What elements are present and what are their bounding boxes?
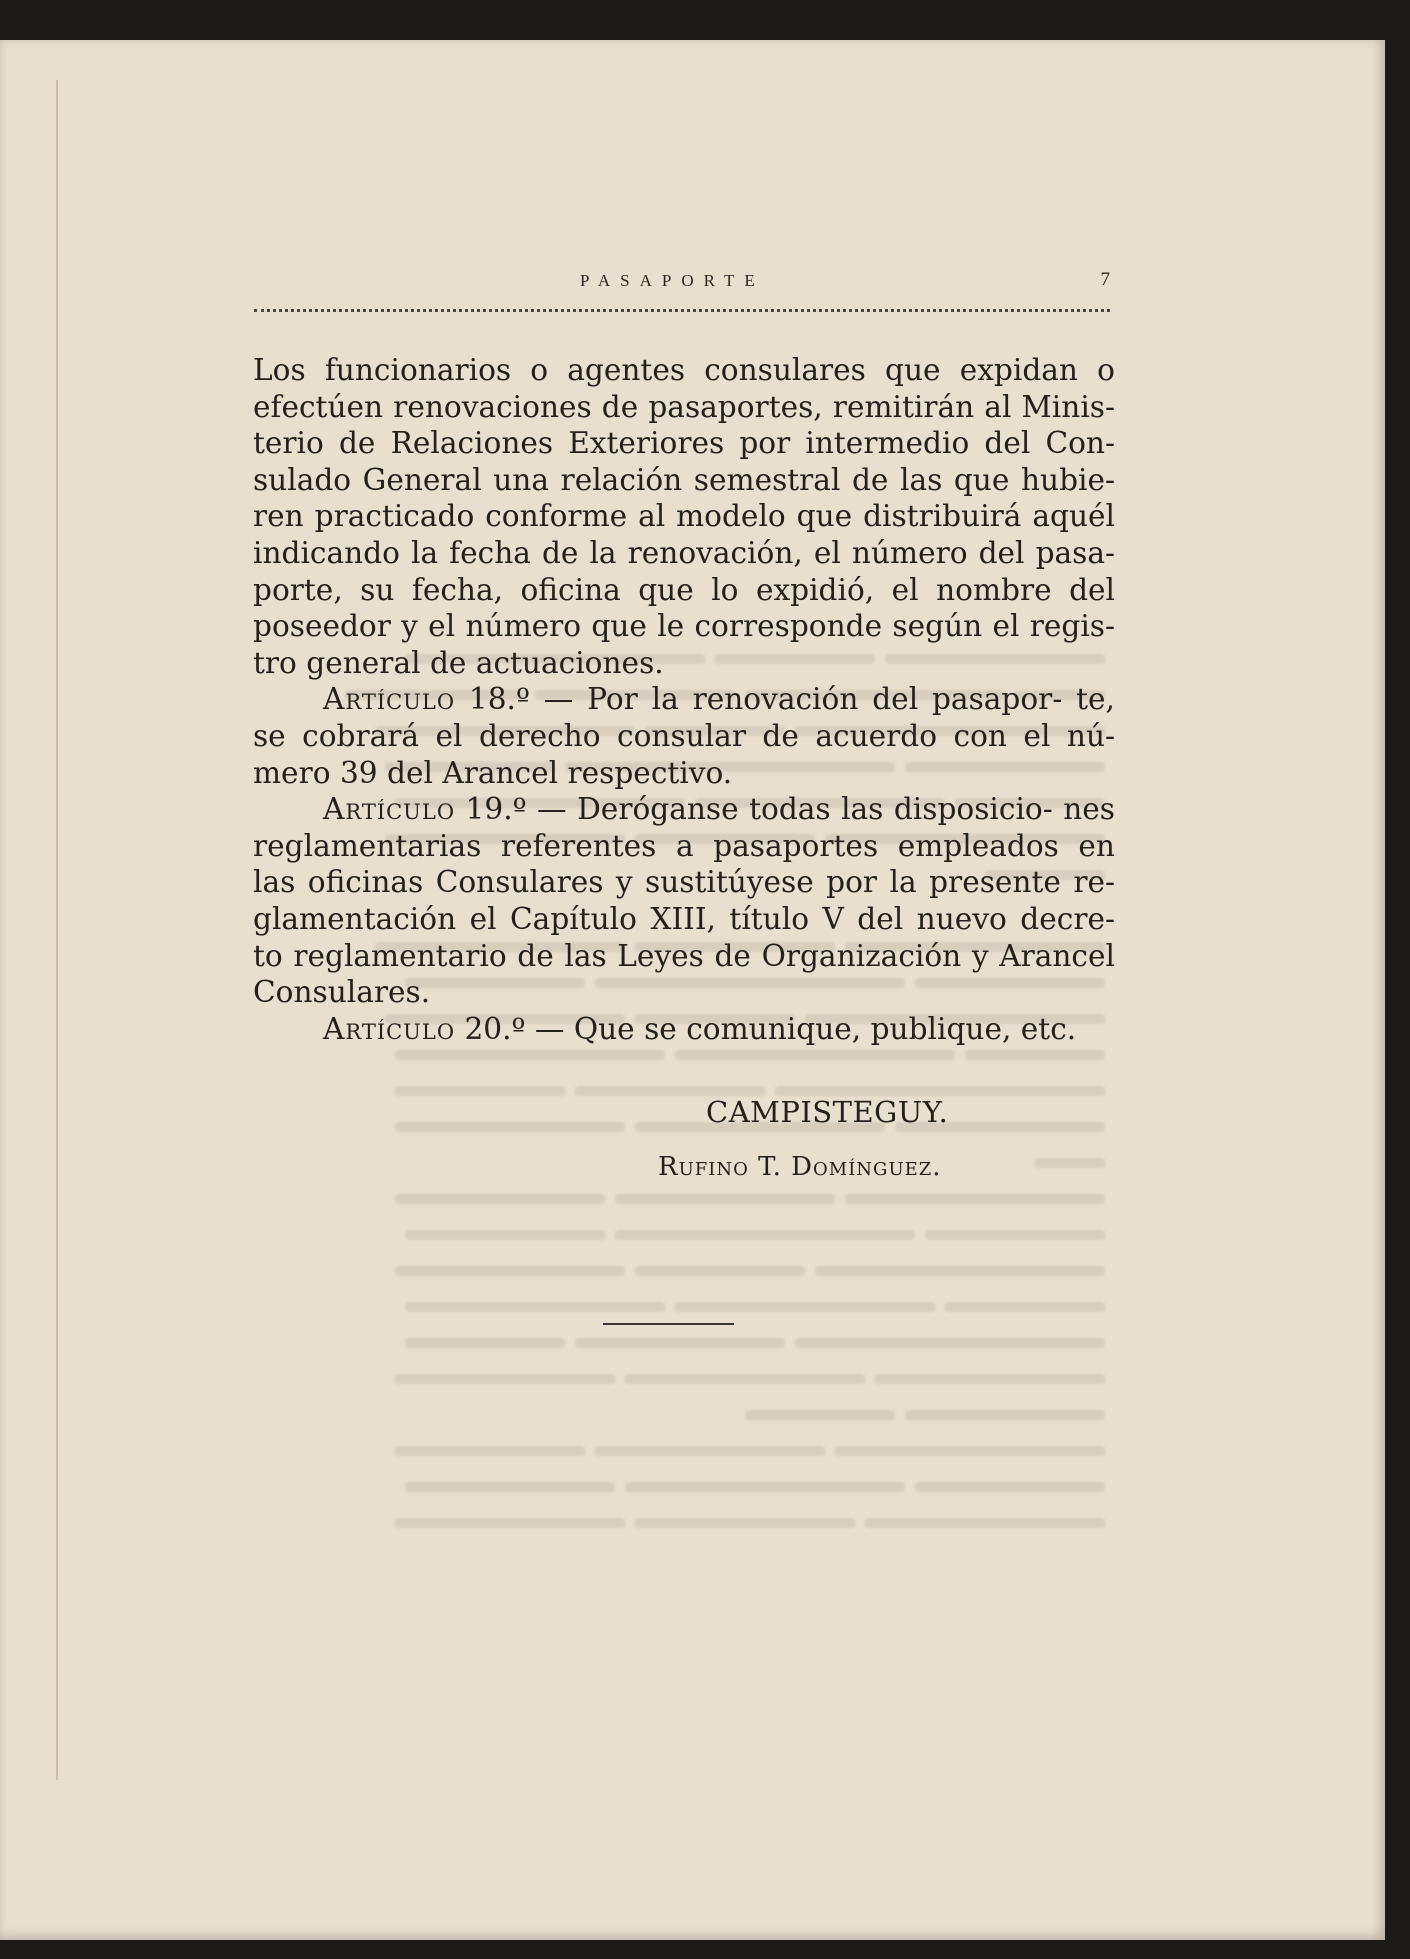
text-line: las oficinas Consulares y sustitúyese por la presente re- (253, 865, 1115, 900)
article-label: Artículo (323, 1011, 456, 1046)
text-line: te, se cobrará el derecho consular de acuerdo con el nú- (253, 682, 1115, 753)
text-line: glamentación el Capítulo XIII, título V del nuevo decre- (253, 901, 1115, 936)
text-line: porte, su fecha, oficina que lo expidió, el nombre del (253, 572, 1115, 607)
body-text (253, 352, 1115, 1047)
running-title: PASAPORTE (580, 271, 765, 290)
text-line: Los funcionarios o agentes consulares que expidan o (253, 353, 1115, 387)
article-18 (253, 681, 1115, 791)
text-line: tro general de actuaciones. (253, 645, 664, 680)
text-line: to reglamentario de las Leyes de Organización y Arancel (253, 938, 1115, 973)
running-header (254, 271, 1110, 311)
text-line: ren practicado conforme al modelo que distribuirá aquél (253, 499, 1115, 534)
text-line: mero 39 del Arancel respectivo. (253, 755, 733, 790)
article-number: 18.º (468, 682, 530, 717)
text-line: nes reglamentarias referentes a pasaportes empleados en (253, 792, 1115, 863)
text-line: indicando la fecha de la renovación, el número del pasa- (253, 535, 1115, 570)
text-line: — Deróganse todas las disposicio- (526, 792, 1053, 827)
text-line: poseedor y el número que le corresponde según el regis- (253, 609, 1115, 644)
article-label: Artículo (323, 792, 456, 827)
text-line: sulado General una relación semestral de las que hubie- (253, 462, 1115, 497)
article-20 (253, 1011, 1115, 1048)
text-line: — Por la renovación del pasapor- (529, 682, 1063, 717)
page-number: 7 (1100, 269, 1110, 290)
header-dotted-rule (254, 309, 1110, 312)
article-number: 20.º (464, 1011, 526, 1046)
closing-rule (603, 1323, 734, 1325)
article-label: Artículo (323, 682, 456, 717)
binding-gutter (56, 80, 58, 1780)
text-line: Consulares. (253, 975, 431, 1010)
article-number: 19.º (465, 792, 527, 827)
signature-campisteguy: CAMPISTEGUY. (706, 1095, 949, 1129)
text-line: efectúen renovaciones de pasaportes, remitirán al Minis- (253, 389, 1115, 424)
article-19 (253, 791, 1115, 1011)
text-line: terio de Relaciones Exteriores por intermedio del Con- (253, 426, 1115, 461)
signature-dominguez: Rufino T. Domínguez. (658, 1152, 942, 1182)
text-line: — Que se comunique, publique, etc. (525, 1011, 1077, 1046)
paragraph-renewals-report (253, 352, 1115, 681)
